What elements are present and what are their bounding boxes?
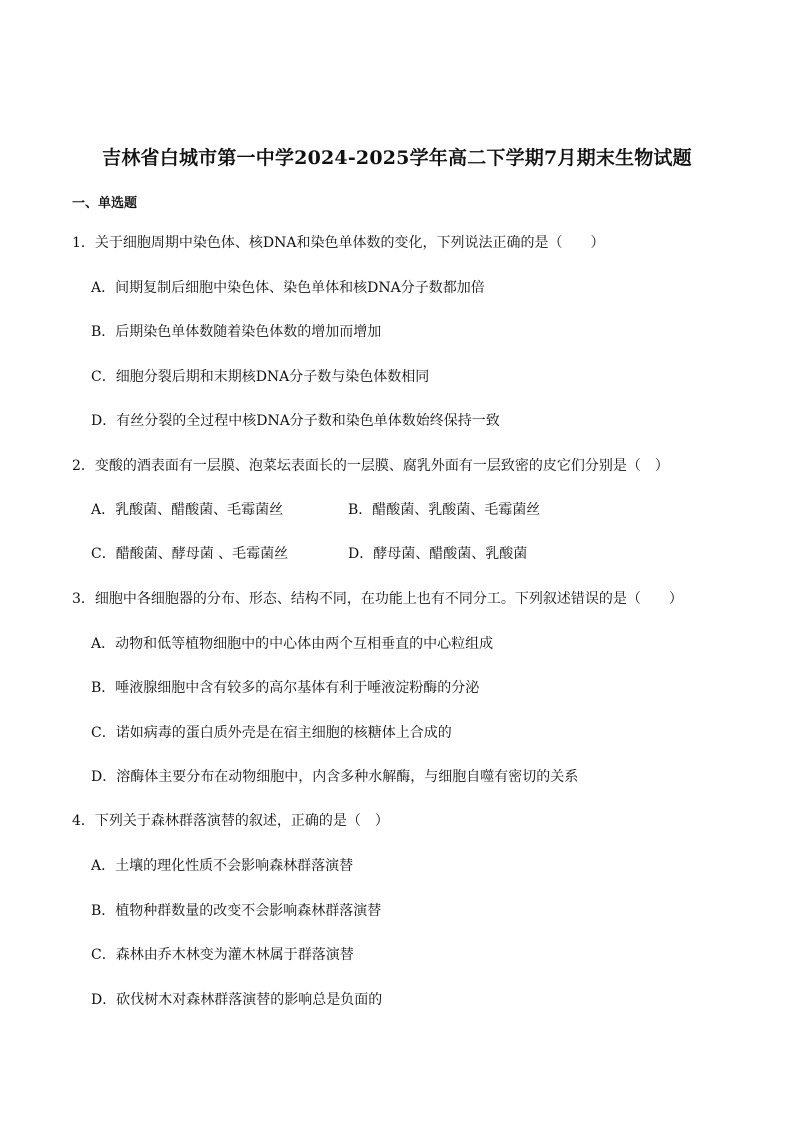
question-1-option-a: A．间期复制后细胞中染色体、染色单体和核DNA分子数都加倍 — [91, 280, 485, 296]
question-1-stem: 1．关于细胞周期中染色体、核DNA和染色单体数的变化，下列说法正确的是（ ） — [72, 235, 605, 251]
question-4-option-a: A．土壤的理化性质不会影响森林群落演替 — [91, 858, 354, 874]
question-2-stem: 2．变酸的酒表面有一层膜、泡菜坛表面长的一层膜、腐乳外面有一层致密的皮它们分别是（ ） — [72, 458, 669, 474]
question-1-option-b: B．后期染色单体数随着染色体数的增加而增加 — [91, 324, 382, 340]
question-3-option-d: D．溶酶体主要分布在动物细胞中，内含多种水解酶，与细胞自噬有密切的关系 — [91, 769, 579, 785]
question-2-option-a: A．乳酸菌、醋酸菌、毛霉菌丝 — [91, 502, 284, 518]
question-3-option-b: B．唾液腺细胞中含有较多的高尔基体有利于唾液淀粉酶的分泌 — [91, 680, 480, 696]
question-3-option-a: A．动物和低等植物细胞中的中心体由两个互相垂直的中心粒组成 — [91, 636, 494, 652]
question-1-option-d: D．有丝分裂的全过程中核DNA分子数和染色单体数始终保持一致 — [91, 413, 500, 429]
question-3-option-c: C．诺如病毒的蛋白质外壳是在宿主细胞的核糖体上合成的 — [91, 725, 452, 741]
question-4-option-d: D．砍伐树木对森林群落演替的影响总是负面的 — [91, 992, 383, 1008]
question-4-option-b: B．植物种群数量的改变不会影响森林群落演替 — [91, 903, 382, 919]
page-title: 吉林省白城市第一中学2024-2025学年高二下学期7月期末生物试题 — [102, 147, 692, 169]
question-4-option-c: C．森林由乔木林变为灌木林属于群落演替 — [91, 947, 354, 963]
question-2-option-b: B．醋酸菌、乳酸菌、毛霉菌丝 — [348, 502, 541, 518]
question-2-option-c: C．醋酸菌、酵母菌 、毛霉菌丝 — [91, 546, 289, 562]
question-4-stem: 4．下列关于森林群落演替的叙述，正确的是（ ） — [72, 813, 389, 829]
question-3-stem: 3．细胞中各细胞器的分布、形态、结构不同，在功能上也有不同分工。下列叙述错误的是（ ） — [72, 591, 683, 607]
question-2-option-d: D．酵母菌、醋酸菌、乳酸菌 — [348, 546, 528, 562]
question-1-option-c: C．细胞分裂后期和末期核DNA分子数与染色体数相同 — [91, 369, 430, 385]
section-heading: 一、单选题 — [72, 196, 138, 211]
